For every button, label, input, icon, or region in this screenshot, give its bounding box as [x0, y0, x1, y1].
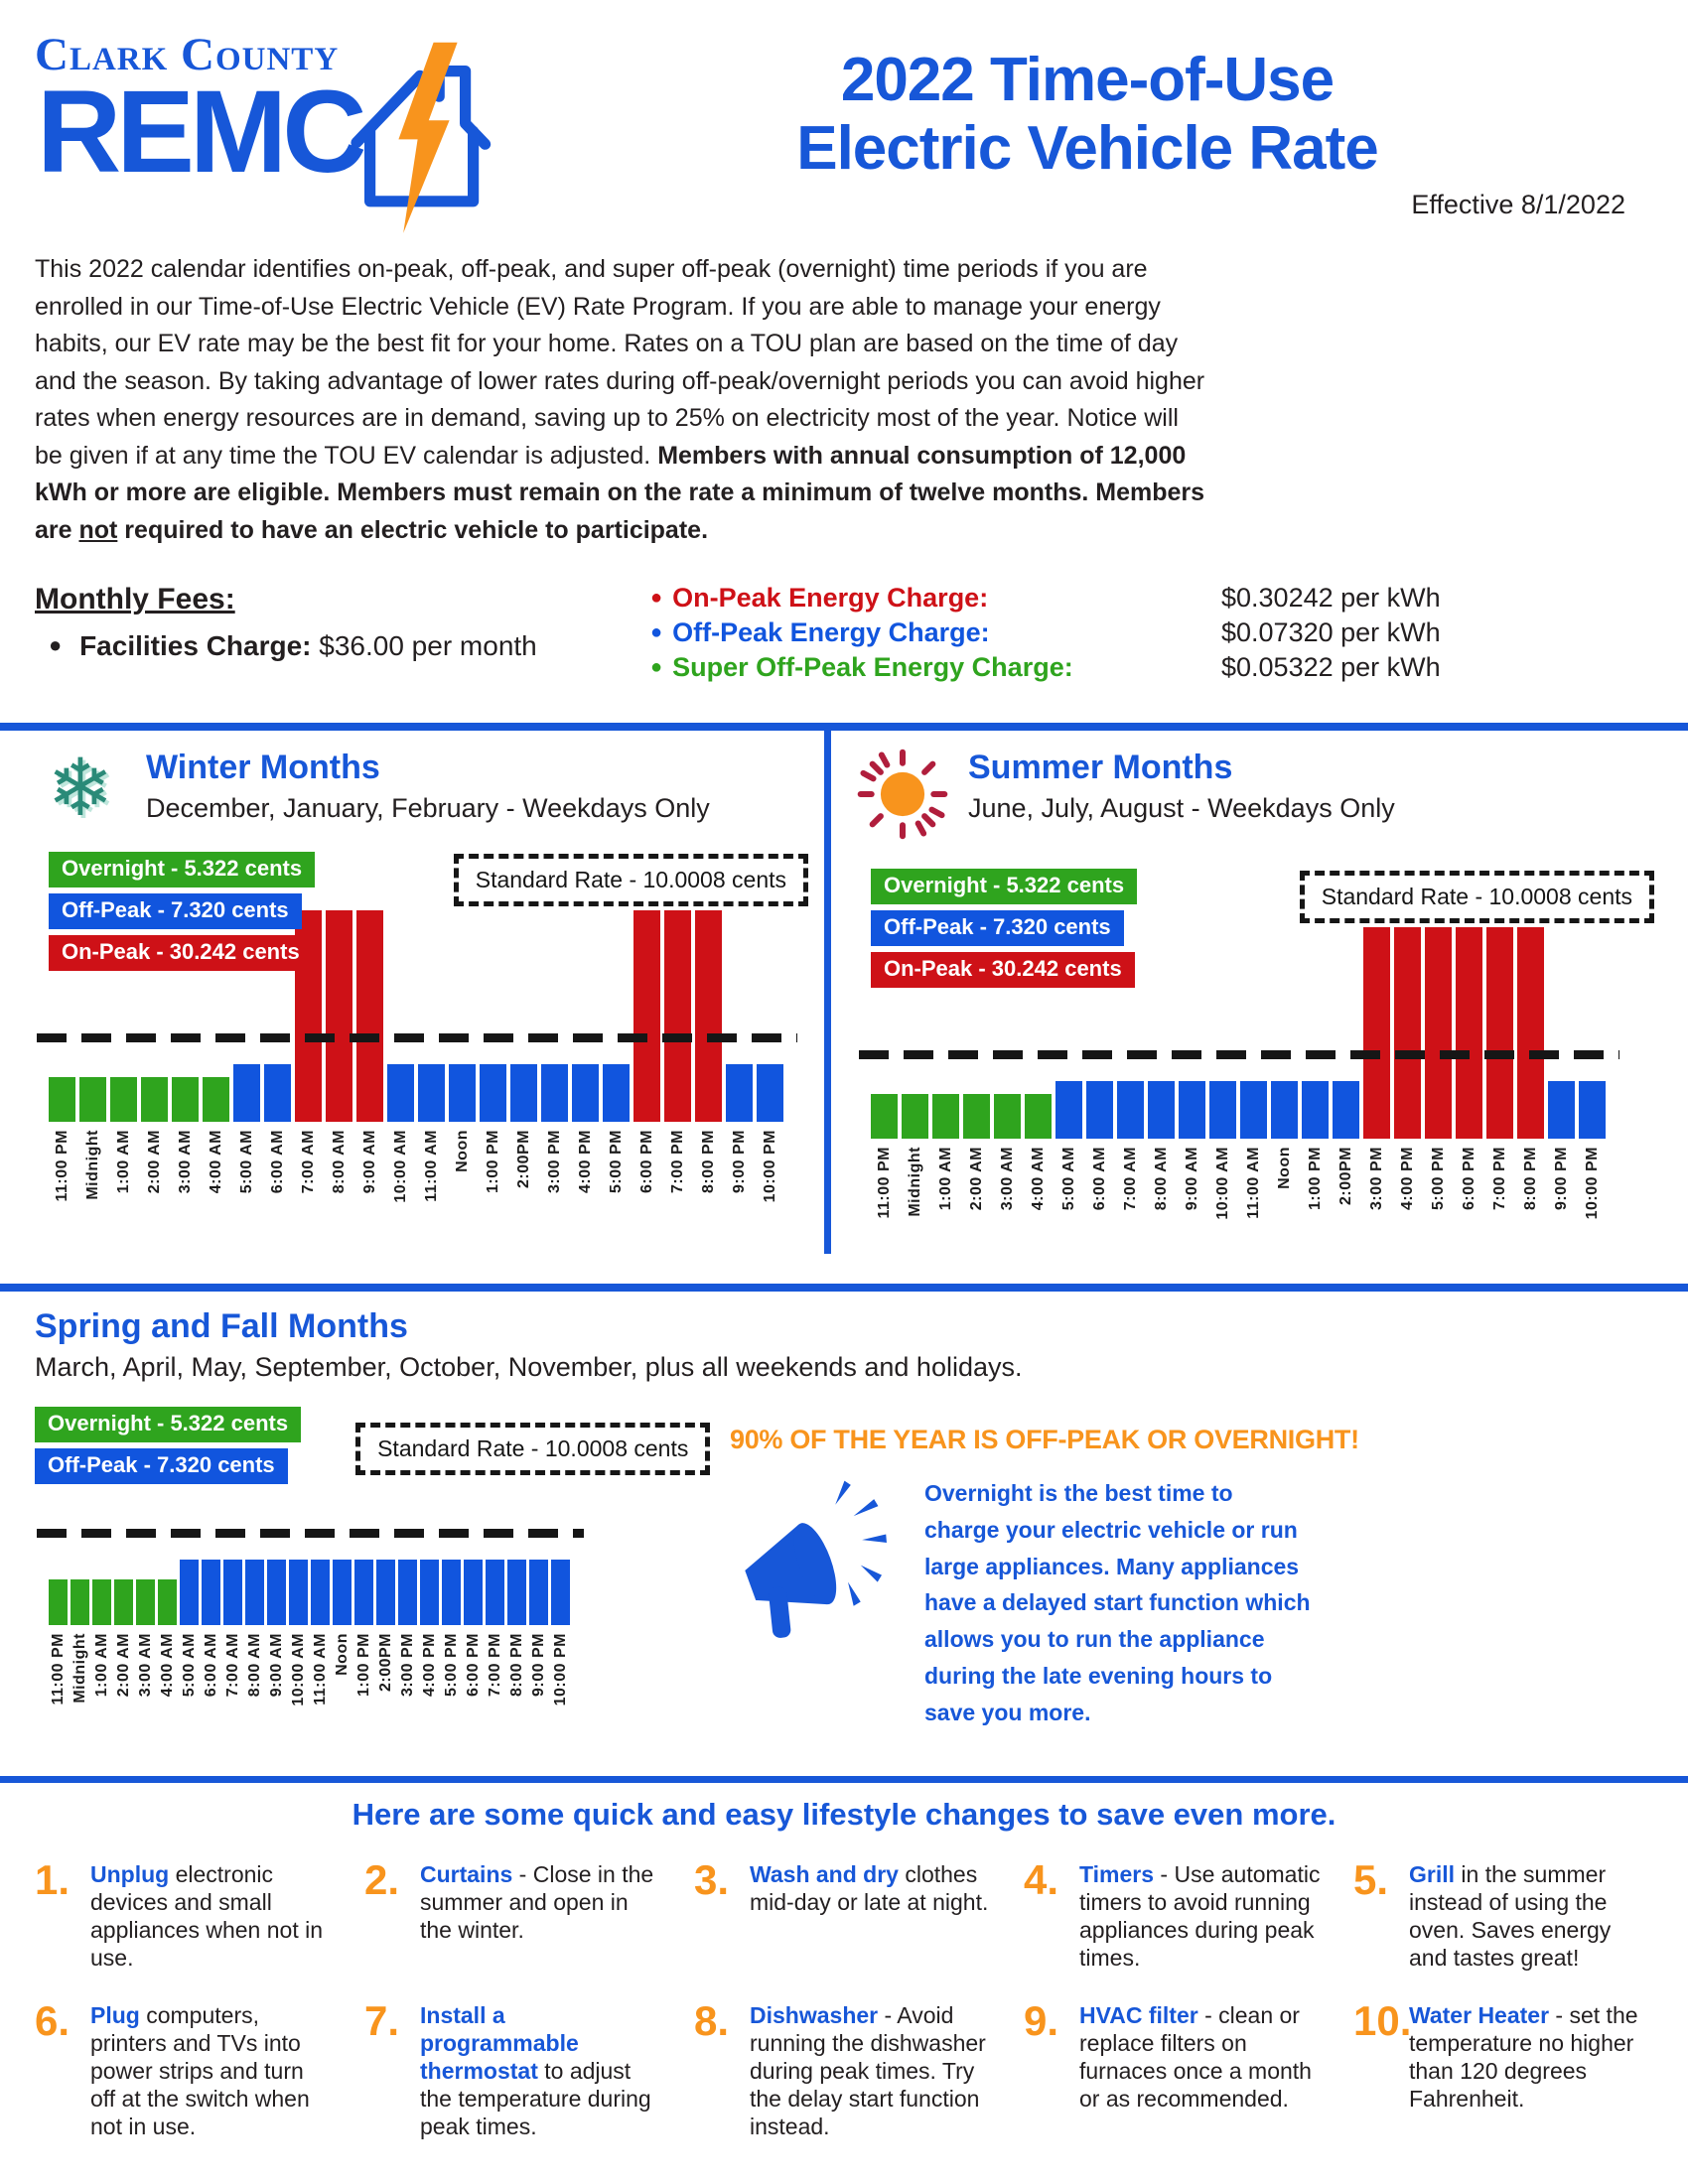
bar-midnight	[70, 1579, 89, 1625]
bar-300pm	[1363, 927, 1390, 1139]
legend-overnight-chip: Overnight - 5.322 cents	[49, 852, 315, 887]
winter-section	[0, 731, 824, 1254]
axis-tick-label: 2:00PM	[514, 1130, 532, 1189]
tip-text	[420, 1860, 664, 1972]
standard-rate-line	[37, 1033, 797, 1042]
intro-paragraph	[35, 251, 1206, 549]
bar-800am	[245, 1560, 264, 1625]
bar-600am	[264, 1064, 291, 1122]
summer-legend	[871, 869, 1137, 988]
axis-tick-label: 2:00 AM	[114, 1633, 132, 1698]
axis-tick-label: Noon	[333, 1633, 351, 1676]
tip-lead-text: Unplug	[90, 1861, 170, 1887]
standard-rate-line	[37, 1529, 584, 1538]
logo-text-remc: REMC	[37, 67, 362, 198]
intro-underlined-not: not	[78, 515, 118, 544]
axis-tick-label: 5:00 PM	[442, 1633, 460, 1697]
axis-tick-label: 6:00 AM	[268, 1130, 286, 1194]
axis-tick-label: 3:00 PM	[545, 1130, 563, 1193]
clark-county-remc-logo	[35, 28, 521, 221]
axis-tick-label: 1:00 PM	[484, 1130, 501, 1193]
axis-tick-label: 7:00 PM	[1490, 1147, 1508, 1210]
bar-1100pm	[49, 1077, 75, 1122]
spring-fall-title: Spring and Fall Months	[35, 1307, 408, 1345]
bar-200am	[141, 1077, 168, 1122]
bar-500pm	[603, 1064, 630, 1122]
tip-lead-text: Wash and dry	[750, 1861, 899, 1887]
bar-700pm	[486, 1560, 504, 1625]
bar-600am	[202, 1560, 220, 1625]
bar-300am	[994, 1094, 1021, 1139]
tip-rest-text: clothes mid-day or late at night.	[750, 1861, 989, 1916]
sun-icon	[857, 749, 948, 845]
bar-900am	[356, 910, 383, 1122]
axis-tick-label: 10:00 PM	[551, 1633, 569, 1706]
legend-overnight-chip: Overnight - 5.322 cents	[35, 1407, 301, 1442]
tip-lead-text: Install a programmable thermostat	[420, 2002, 579, 2085]
axis-tick-label: 8:00 AM	[1152, 1147, 1170, 1211]
bar-700pm	[664, 910, 691, 1122]
bar-300pm	[541, 1064, 568, 1122]
axis-tick-label: 5:00 PM	[607, 1130, 625, 1193]
tip-text	[1409, 1860, 1653, 1972]
title-line-2: Electric Vehicle Rate	[796, 114, 1378, 184]
tip-text	[90, 2001, 335, 2140]
tip-text	[90, 1860, 335, 1972]
tip-lead-text: Grill	[1409, 1861, 1456, 1887]
monthly-fees-title: Monthly Fees:	[35, 583, 235, 615]
energy-charge-row	[650, 652, 1653, 683]
axis-tick-label: 4:00 PM	[1398, 1147, 1416, 1210]
tip-lead-text: Timers	[1079, 1861, 1155, 1887]
axis-tick-label: 8:00 PM	[507, 1633, 525, 1697]
promo-body-text: Overnight is the best time to charge your electric vehicle or run large appliances. Many appliances have a delayed start function which allows you to run the appliance during the late evening hours to save you more.	[924, 1480, 1311, 1725]
axis-tick-label: 7:00 AM	[1121, 1147, 1139, 1211]
tip-item	[364, 1856, 664, 1972]
bar-200pm	[1333, 1081, 1359, 1139]
bullet-icon: ●	[650, 656, 663, 678]
axis-tick-label: 1:00 AM	[92, 1633, 110, 1698]
bar-midnight	[902, 1094, 928, 1139]
tip-number: 6.	[35, 1997, 70, 2045]
tip-number: 4.	[1024, 1856, 1059, 1903]
bar-200am	[114, 1579, 133, 1625]
energy-charge-value: $0.30242 per kWh	[1221, 583, 1441, 613]
bar-100pm	[480, 1064, 506, 1122]
tip-rest-text: - set the temperature no higher than 120 degrees Fahrenheit.	[1409, 2002, 1638, 2113]
tip-lead-text: Plug	[90, 2002, 140, 2029]
bar-300am	[172, 1077, 199, 1122]
tip-item	[1353, 1856, 1653, 1972]
winter-legend	[49, 852, 315, 971]
bar-600pm	[1456, 927, 1482, 1139]
legend-overnight-chip: Overnight - 5.322 cents	[871, 869, 1137, 904]
bar-200pm	[376, 1560, 395, 1625]
axis-tick-label: 4:00 PM	[420, 1633, 438, 1697]
bar-midnight	[79, 1077, 106, 1122]
bar-100pm	[354, 1560, 373, 1625]
axis-tick-label: 11:00 PM	[875, 1147, 893, 1219]
tip-number: 8.	[694, 1997, 730, 2045]
spring-bars	[49, 1560, 570, 1625]
axis-tick-label: 10:00 AM	[391, 1130, 409, 1203]
spring-standard-rate-box: Standard Rate - 10.0008 cents	[355, 1423, 710, 1475]
axis-tick-label: 8:00 PM	[699, 1130, 717, 1193]
axis-tick-label: 6:00 PM	[637, 1130, 655, 1193]
axis-tick-label: 6:00 PM	[1460, 1147, 1477, 1210]
axis-tick-label: 3:00 AM	[998, 1147, 1016, 1211]
axis-tick-label: 4:00 AM	[207, 1130, 224, 1194]
winter-subtitle: December, January, February - Weekdays Only	[146, 793, 710, 823]
axis-tick-label: Midnight	[83, 1130, 101, 1200]
axis-tick-label: 11:00 AM	[1244, 1147, 1262, 1219]
winter-header	[35, 742, 812, 834]
bar-900pm	[726, 1064, 753, 1122]
energy-charge-label	[650, 652, 1221, 683]
tip-lead-text: Curtains	[420, 1861, 513, 1887]
winter-axis-labels	[49, 1130, 812, 1237]
tips-grid	[35, 1856, 1653, 2140]
spring-axis-labels	[49, 1633, 670, 1740]
tip-rest-text: - Use automatic timers to avoid running appliances during peak times.	[1079, 1861, 1321, 1972]
intro-bold-text: Members with annual consumption of 12,000 kWh or more are eligible. Members must remain on the rate a minimum of twelve months. Members are	[35, 441, 1205, 544]
bar-500pm	[442, 1560, 461, 1625]
tip-rest-text: computers, printers and TVs into power strips and turn off at the switch when not in use.	[90, 2002, 310, 2140]
spring-fall-section	[0, 1284, 1688, 1740]
axis-tick-label: 11:00 AM	[311, 1633, 329, 1706]
summer-title: Summer Months	[968, 749, 1233, 786]
axis-tick-label: 1:00 AM	[114, 1130, 132, 1194]
spring-legend	[35, 1407, 301, 1484]
tip-lead-text: HVAC filter	[1079, 2002, 1198, 2029]
energy-charge-value: $0.07320 per kWh	[1221, 617, 1441, 647]
bar-200am	[963, 1094, 990, 1139]
effective-date: Effective 8/1/2022	[1411, 189, 1625, 219]
bar-800am	[1148, 1081, 1175, 1139]
energy-charges-block	[650, 583, 1653, 687]
summer-header	[857, 749, 1658, 845]
axis-tick-label: 3:00 AM	[136, 1633, 154, 1698]
axis-tick-label: 2:00 AM	[967, 1147, 985, 1211]
axis-tick-label: 9:00 AM	[267, 1633, 285, 1698]
tip-number: 1.	[35, 1856, 70, 1903]
bar-1100pm	[49, 1579, 68, 1625]
axis-tick-label: 9:00 PM	[529, 1633, 547, 1697]
tip-rest-text: in the summer instead of using the oven. Saves energy and tastes great!	[1409, 1861, 1612, 1972]
megaphone-icon	[730, 1475, 899, 1649]
bar-noon	[449, 1064, 476, 1122]
winter-titles	[146, 749, 710, 828]
tip-text	[750, 2001, 994, 2140]
axis-tick-label: 6:00 PM	[464, 1633, 482, 1697]
bar-400pm	[1394, 927, 1421, 1139]
energy-charge-label	[650, 617, 1221, 648]
facilities-charge-line	[35, 630, 650, 662]
intro-normal-text: This 2022 calendar identifies on-peak, off-peak, and super off-peak (overnight) time periods if you are enrolled in our Time-of-Use Electric Vehicle (EV) Rate Program. If you are able to manage your energy habits, our EV rate may be the best fit for your home. Rates on a TOU plan are based on the time of day and the season. By taking advantage of lower rates during off-peak/overnight periods you can avoid higher rates when energy resources are in demand, saving up to 25% on electricity most of the year. Notice will be given if at any time the TOU EV calendar is adjusted.	[35, 255, 1205, 470]
axis-tick-label: 8:00 AM	[245, 1633, 263, 1698]
winter-standard-rate-box: Standard Rate - 10.0008 cents	[454, 854, 808, 906]
tip-rest-text: electronic devices and small appliances when not in use.	[90, 1861, 323, 1972]
facilities-charge-label: Facilities Charge:	[79, 630, 312, 661]
axis-tick-label: 3:00 PM	[398, 1633, 416, 1697]
axis-tick-label: 10:00 PM	[761, 1130, 778, 1203]
legend-offpeak-chip: Off-Peak - 7.320 cents	[871, 910, 1124, 946]
spring-fall-subtitle: March, April, May, September, October, November, plus all weekends and holidays.	[35, 1352, 1023, 1382]
bar-900am	[267, 1560, 286, 1625]
axis-tick-label: 4:00 PM	[576, 1130, 594, 1193]
snowflake-icon: ❄	[47, 742, 114, 834]
logo-text-clark-county: Clark County	[35, 29, 340, 80]
axis-tick-label: 10:00 PM	[1583, 1147, 1601, 1220]
bar-500pm	[1425, 927, 1452, 1139]
axis-tick-label: 5:00 PM	[1429, 1147, 1447, 1210]
axis-tick-label: 7:00 PM	[486, 1633, 503, 1697]
axis-tick-label: 5:00 AM	[1059, 1147, 1077, 1211]
title-block	[521, 28, 1653, 221]
bar-noon	[1271, 1081, 1298, 1139]
tip-lead-text: Water Heater	[1409, 2002, 1550, 2029]
axis-tick-label: 3:00 AM	[176, 1130, 194, 1194]
summer-axis-labels	[871, 1147, 1658, 1254]
intro-bold-text-end: required to have an electric vehicle to participate.	[117, 515, 709, 544]
bar-800pm	[507, 1560, 526, 1625]
axis-tick-label: 7:00 AM	[299, 1130, 317, 1194]
tip-item	[364, 1997, 664, 2140]
bar-900pm	[529, 1560, 548, 1625]
tips-section	[0, 1776, 1688, 2140]
legend-onpeak-chip: On-Peak - 30.242 cents	[871, 952, 1135, 988]
promo-block	[670, 1407, 1653, 1740]
axis-tick-label: 4:00 AM	[1029, 1147, 1047, 1211]
legend-onpeak-chip: On-Peak - 30.242 cents	[49, 935, 313, 971]
promo-headline: 90% OF THE YEAR IS OFF-PEAK OR OVERNIGHT!	[730, 1425, 1359, 1454]
legend-offpeak-chip: Off-Peak - 7.320 cents	[49, 893, 302, 929]
axis-tick-label: 9:00 AM	[360, 1130, 378, 1194]
bar-noon	[333, 1560, 352, 1625]
axis-tick-label: 5:00 AM	[180, 1633, 198, 1698]
bar-800pm	[1517, 927, 1544, 1139]
axis-tick-label: 8:00 AM	[330, 1130, 348, 1194]
bar-1100pm	[871, 1094, 898, 1139]
tip-number: 2.	[364, 1856, 400, 1903]
bar-500am	[233, 1064, 260, 1122]
axis-tick-label: 2:00PM	[376, 1633, 394, 1693]
tip-text	[1409, 2001, 1653, 2140]
axis-tick-label: 6:00 AM	[1090, 1147, 1108, 1211]
tip-rest-text: - Avoid running the dishwasher during peak times. Try the delay start function instead.	[750, 2002, 986, 2140]
tip-item	[35, 1997, 335, 2140]
axis-tick-label: 1:00 PM	[1306, 1147, 1324, 1210]
summer-subtitle: June, July, August - Weekdays Only	[968, 793, 1395, 823]
bar-100am	[932, 1094, 959, 1139]
tip-number: 5.	[1353, 1856, 1389, 1903]
axis-tick-label: 8:00 PM	[1521, 1147, 1539, 1210]
fees-section	[35, 583, 1653, 687]
axis-tick-label: 9:00 PM	[730, 1130, 748, 1193]
axis-tick-label: 11:00 AM	[422, 1130, 440, 1202]
bar-400am	[1025, 1094, 1052, 1139]
bar-100pm	[1302, 1081, 1329, 1139]
bullet-icon: ●	[49, 632, 63, 657]
axis-tick-label: 1:00 PM	[354, 1633, 372, 1697]
spring-legend-row	[35, 1407, 689, 1484]
axis-tick-label: 2:00PM	[1336, 1147, 1354, 1206]
bar-100am	[110, 1077, 137, 1122]
axis-tick-label: 2:00 AM	[145, 1130, 163, 1194]
tip-rest-text: to adjust the temperature during peak times.	[420, 2058, 651, 2140]
energy-charge-label-text: Super Off-Peak Energy Charge:	[672, 652, 1073, 682]
bar-1000am	[1209, 1081, 1236, 1139]
winter-title: Winter Months	[146, 749, 380, 786]
energy-charge-row	[650, 617, 1653, 648]
axis-tick-label: 7:00 AM	[223, 1633, 241, 1698]
axis-tick-label: 10:00 AM	[289, 1633, 307, 1706]
bar-400pm	[420, 1560, 439, 1625]
bar-1100am	[1240, 1081, 1267, 1139]
axis-tick-label: 10:00 AM	[1213, 1147, 1231, 1220]
bar-100am	[92, 1579, 111, 1625]
header	[0, 0, 1688, 221]
bar-500am	[180, 1560, 199, 1625]
axis-tick-label: 9:00 AM	[1183, 1147, 1200, 1211]
bar-1000pm	[1579, 1081, 1606, 1139]
tip-number: 10.	[1353, 1997, 1412, 2045]
tip-lead-text: Dishwasher	[750, 2002, 879, 2029]
axis-tick-label: 7:00 PM	[668, 1130, 686, 1193]
bar-1000am	[387, 1064, 414, 1122]
bar-1000pm	[551, 1560, 570, 1625]
winter-chart	[35, 852, 812, 1122]
axis-tick-label: 4:00 AM	[158, 1633, 176, 1698]
axis-tick-label: 11:00 PM	[49, 1633, 67, 1706]
axis-tick-label: 5:00 AM	[237, 1130, 255, 1194]
bar-400am	[158, 1579, 177, 1625]
bar-600pm	[633, 910, 660, 1122]
bar-900am	[1179, 1081, 1205, 1139]
tip-text	[750, 1860, 994, 1972]
bar-500am	[1055, 1081, 1082, 1139]
bar-800pm	[695, 910, 722, 1122]
tip-number: 7.	[364, 1997, 400, 2045]
tip-text	[1079, 2001, 1324, 2140]
tip-number: 3.	[694, 1856, 730, 1903]
bar-300pm	[398, 1560, 417, 1625]
bar-1000pm	[757, 1064, 783, 1122]
bar-800am	[326, 910, 352, 1122]
standard-rate-line	[859, 1050, 1619, 1059]
bar-1100am	[418, 1064, 445, 1122]
bar-1100am	[311, 1560, 330, 1625]
facilities-charge-value: $36.00 per month	[311, 630, 537, 661]
axis-tick-label: 6:00 AM	[202, 1633, 219, 1698]
tip-rest-text: - Close in the summer and open in the winter.	[420, 1861, 654, 1944]
axis-tick-label: 11:00 PM	[53, 1130, 70, 1202]
title-line-1: 2022 Time-of-Use	[840, 46, 1335, 114]
tip-item	[1024, 1856, 1324, 1972]
summer-section	[824, 731, 1688, 1254]
tip-item	[35, 1856, 335, 1972]
bar-700am	[1117, 1081, 1144, 1139]
spring-plot	[49, 1560, 570, 1625]
spring-fall-chart	[35, 1407, 689, 1740]
bar-200pm	[510, 1064, 537, 1122]
axis-tick-label: Midnight	[906, 1147, 923, 1217]
tip-text	[1079, 1860, 1324, 1972]
summer-standard-rate-box: Standard Rate - 10.0008 cents	[1300, 871, 1654, 923]
bar-400am	[203, 1077, 229, 1122]
bar-400pm	[572, 1064, 599, 1122]
bar-700pm	[1486, 927, 1513, 1139]
axis-tick-label: 3:00 PM	[1367, 1147, 1385, 1210]
energy-charge-label-text: Off-Peak Energy Charge:	[672, 617, 990, 647]
axis-tick-label: Noon	[453, 1130, 471, 1172]
energy-charge-row	[650, 583, 1653, 614]
tip-rest-text: - clean or replace filters on furnaces once a month or as recommended.	[1079, 2002, 1312, 2113]
tips-headline: Here are some quick and easy lifestyle changes to save even more.	[352, 1797, 1336, 1832]
page-title	[521, 46, 1653, 184]
tip-text	[420, 2001, 664, 2140]
monthly-fees-block	[35, 583, 650, 687]
axis-tick-label: Midnight	[70, 1633, 88, 1704]
bullet-icon: ●	[650, 587, 663, 609]
axis-tick-label: 1:00 AM	[936, 1147, 954, 1211]
energy-charge-label-text: On-Peak Energy Charge:	[672, 583, 989, 613]
summer-chart	[857, 869, 1658, 1139]
tip-item	[694, 1997, 994, 2140]
spring-plot-zone	[35, 1514, 670, 1625]
bullet-icon: ●	[650, 621, 663, 643]
tip-item	[1024, 1997, 1324, 2140]
tip-item	[694, 1856, 994, 1972]
energy-charge-value: $0.05322 per kWh	[1221, 652, 1441, 682]
energy-charge-label	[650, 583, 1221, 614]
bar-700am	[223, 1560, 242, 1625]
house-lightning-icon	[337, 38, 503, 241]
bar-600am	[1086, 1081, 1113, 1139]
seasonal-charts-section	[0, 723, 1688, 1254]
axis-tick-label: Noon	[1275, 1147, 1293, 1189]
bar-300am	[136, 1579, 155, 1625]
axis-tick-label: 9:00 PM	[1552, 1147, 1570, 1210]
legend-offpeak-chip: Off-Peak - 7.320 cents	[35, 1448, 288, 1484]
bar-1000am	[289, 1560, 308, 1625]
bar-900pm	[1548, 1081, 1575, 1139]
tip-number: 9.	[1024, 1997, 1059, 2045]
summer-titles	[968, 749, 1395, 845]
tip-item	[1353, 1997, 1653, 2140]
bar-600pm	[464, 1560, 483, 1625]
